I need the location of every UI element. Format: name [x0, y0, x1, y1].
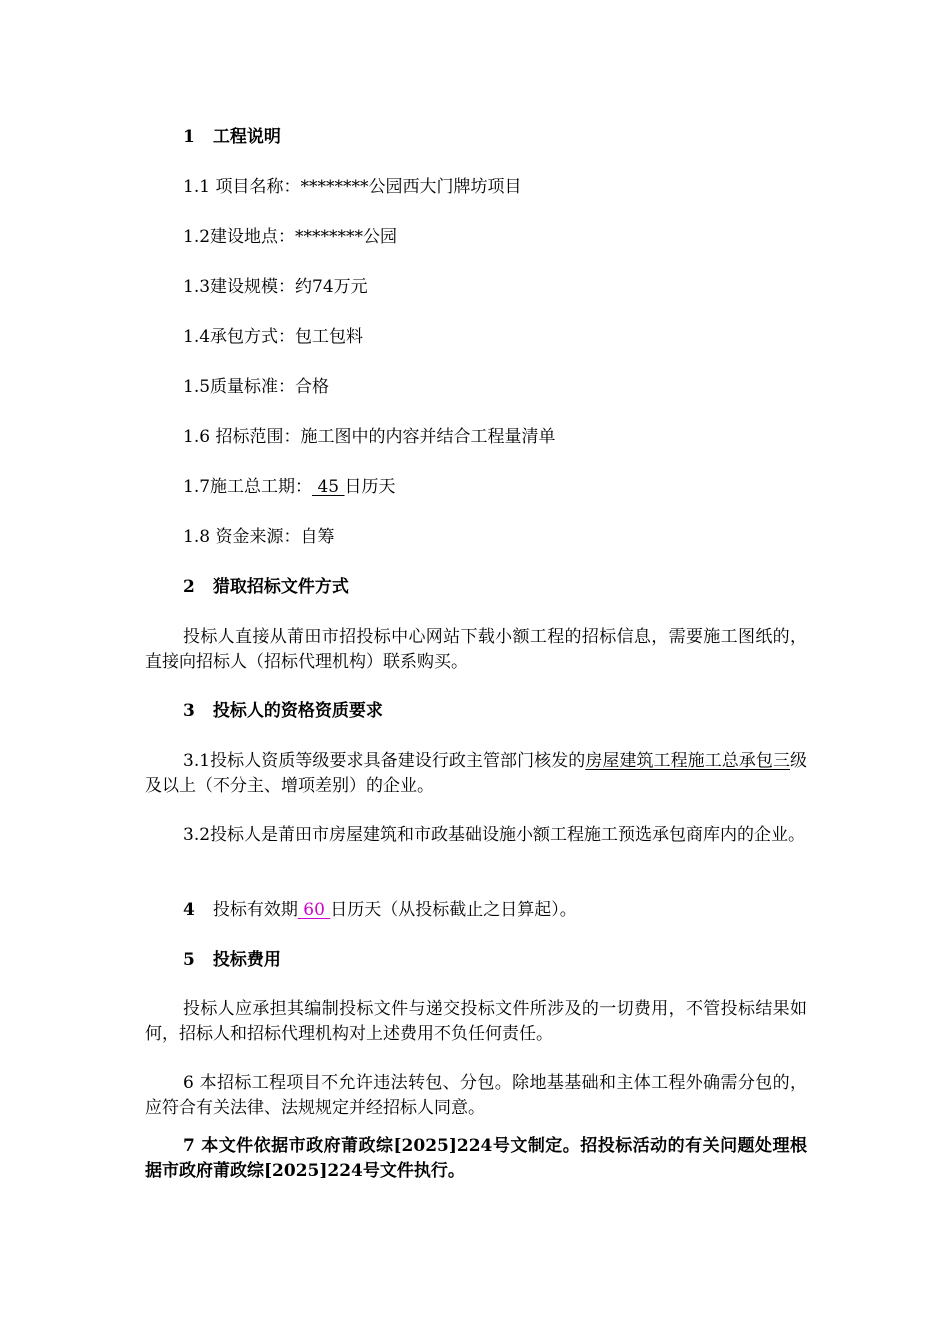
item-1-1: 1.1 项目名称：********公园西大门牌坊项目	[183, 177, 522, 197]
section-3-2-body: 3.2投标人是莆田市房屋建筑和市政基础设施小额工程施工预选承包商库内的企业。	[183, 825, 806, 845]
item-1-6: 1.6 招标范围：施工图中的内容并结合工程量清单	[183, 427, 556, 447]
section-4-line	[183, 898, 577, 923]
qualification-requirement: 房屋建筑工程施工总承包三	[585, 751, 790, 771]
section-2-title: 猎取招标文件方式	[212, 577, 349, 597]
section-2-heading	[183, 575, 349, 600]
item-1-2: 1.2建设地点：********公园	[183, 227, 398, 247]
section-3-number: 3	[183, 701, 195, 721]
section-4-number: 4	[183, 900, 195, 920]
section-3-1-prefix: 3.1投标人资质等级要求具备建设行政主管部门核发的	[183, 751, 586, 771]
construction-period-value: 45	[312, 477, 345, 497]
section-1-number: 1	[183, 127, 195, 147]
section-5-heading	[183, 948, 281, 973]
section-3-title: 投标人的资格资质要求	[212, 701, 383, 721]
section-3-1-suffix: 级及以上（不分主、增项差别）的企业。	[145, 751, 807, 796]
section-2-number: 2	[183, 577, 195, 597]
section-5-number: 5	[183, 950, 195, 970]
item-1-7	[183, 475, 396, 500]
section-5-body: 投标人应承担其编制投标文件与递交投标文件所涉及的一切费用，不管投标结果如何，招标人和招标代理机构对上述费用不负任何责任。	[145, 999, 807, 1044]
section-7-body: 7 本文件依据市政府莆政综[2025]224号文制定。招投标活动的有关问题处理根据市政府莆政综[2025]224号文件执行。	[145, 1136, 807, 1181]
section-5-title: 投标费用	[212, 950, 281, 970]
section-1-heading	[183, 125, 281, 150]
item-1-5: 1.5质量标准：合格	[183, 377, 330, 397]
item-1-7-unit: 日历天	[344, 477, 396, 497]
section-4-prefix: 投标有效期	[212, 900, 298, 920]
section-6-body: 6 本招标工程项目不允许违法转包、分包。除地基基础和主体工程外确需分包的，应符合有关法律、法规规定并经招标人同意。	[145, 1073, 807, 1118]
bid-validity-value: 60	[297, 900, 331, 920]
section-1-title: 工程说明	[212, 127, 281, 147]
section-3-heading	[183, 699, 383, 724]
item-1-7-label: 1.7施工总工期：	[183, 477, 313, 497]
item-1-4: 1.4承包方式：包工包料	[183, 327, 364, 347]
section-2-body: 投标人直接从莆田市招投标中心网站下载小额工程的招标信息，需要施工图纸的，直接向招标人（招标代理机构）联系购买。	[145, 627, 807, 672]
item-1-8: 1.8 资金来源：自筹	[183, 527, 335, 547]
section-3-1-body	[145, 749, 807, 799]
section-4-suffix: 日历天（从投标截止之日算起）。	[330, 900, 577, 920]
item-1-3: 1.3建设规模：约74万元	[183, 277, 368, 297]
